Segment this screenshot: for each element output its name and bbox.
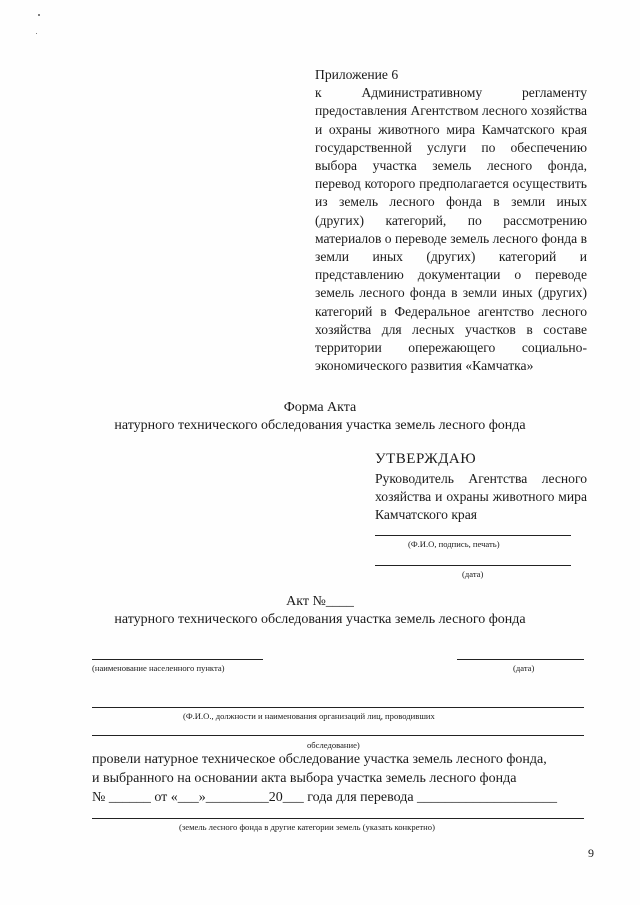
act-body-line-3: № ______ от «___»_________20___ года для перевода ____________________ [92, 790, 558, 805]
approval-text: Руководитель Агентства лесного хозяйства и охраны животного мира Камчатского края [375, 471, 587, 522]
signature-line [375, 535, 571, 536]
act-body-line-2: и выбранного на основании акта выбора участка земель лесного фонда [92, 771, 517, 786]
persons-line-2 [92, 735, 584, 736]
appendix-title: Приложение 6 [315, 67, 399, 82]
approval-date-caption: (дата) [462, 569, 484, 579]
place-line [92, 659, 263, 660]
scan-speck [38, 14, 40, 16]
act-date-line [457, 659, 584, 660]
persons-caption-2: обследование) [307, 740, 360, 750]
act-body-line-1: провели натурное техническое обследование участка земель лесного фонда, [92, 752, 547, 767]
lands-caption: (земель лесного фонда в другие категории земель (указать конкретно) [179, 822, 435, 832]
place-caption: (наименование населенного пункта) [92, 663, 225, 673]
act-date-caption: (дата) [513, 663, 535, 673]
appendix-block [315, 66, 587, 375]
approval-title: УТВЕРЖДАЮ [375, 451, 477, 467]
appendix-text: к Административному регламенту предоставления Агентством лесного хозяйства и охраны животного мира Камчатского края государственной услуги по обеспечению выбора участка земель лесного фонда, перевод которого предполагается осуществить из земель лесного фонда в земли иных (других) категорий, по рассмотрению материалов о переводе земель лесного фонда в земли иных (других) категорий и представлению документации о переводе земель лесного фонда в земли иных (других) категорий в Федеральное агентство лесного хозяйства для лесных участков в составе территории опережающего социально-экономического развития «Камчатка» [315, 85, 587, 374]
form-title: Форма Акта [283, 400, 357, 415]
scan-speck [36, 33, 37, 34]
persons-line-1 [92, 707, 584, 708]
page-number: 9 [588, 846, 594, 860]
lands-line [92, 818, 584, 819]
approval-block [375, 450, 587, 524]
act-title: Акт №____ [286, 594, 354, 609]
approval-date-line [375, 565, 571, 566]
act-subtitle: натурного технического обследования участка земель лесного фонда [114, 612, 526, 627]
persons-caption-1: (Ф.И.О., должности и наименования организаций лиц, проводивших [183, 711, 435, 721]
signature-caption: (Ф.И.О, подпись, печать) [408, 539, 500, 549]
form-subtitle: натурного технического обследования участка земель лесного фонда [114, 418, 526, 433]
